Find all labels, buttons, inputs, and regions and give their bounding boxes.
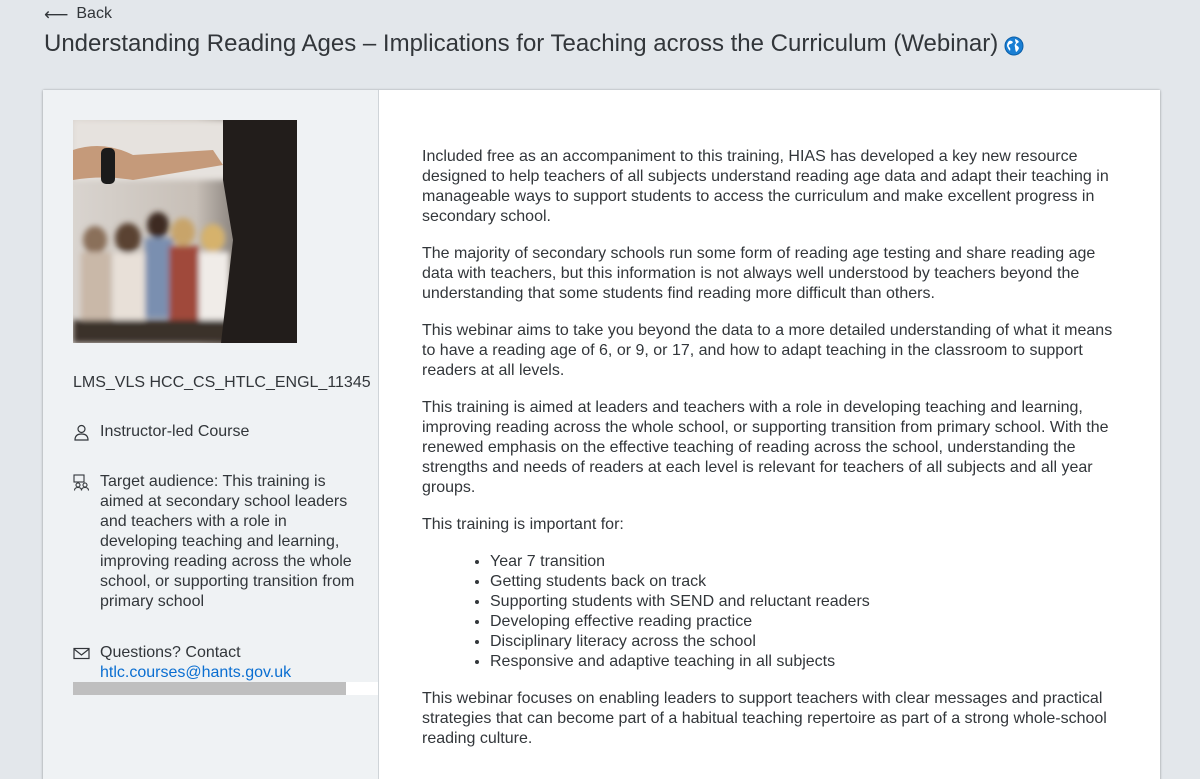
back-label: Back	[76, 5, 112, 22]
course-image	[73, 120, 297, 343]
importance-list	[490, 552, 1122, 672]
list-item: • Year 7 transition	[490, 552, 1122, 572]
panel-divider	[378, 90, 379, 779]
target-audience-row	[73, 472, 358, 612]
course-description	[422, 147, 1122, 766]
course-type-row	[73, 422, 363, 442]
audience-icon	[73, 474, 90, 491]
description-paragraph: The majority of secondary schools run some form of reading age testing and share reading age data with teachers, but this information is not always well understood by teachers beyond the understanding that some students find reading more difficult than others.	[422, 245, 1096, 302]
course-sidebar	[43, 90, 378, 779]
course-card	[43, 90, 1160, 779]
envelope-icon	[73, 645, 90, 662]
course-type-label: Instructor-led Course	[100, 423, 250, 440]
closing-paragraph: This webinar focuses on enabling leaders to support teachers with clear messages and practical strategies that can become part of a habitual teaching repertoire as part of a strong whole-school reading culture.	[422, 690, 1107, 747]
description-paragraph: This webinar aims to take you beyond the data to a more detailed understanding of what it means to have a reading age of 6, or 9, or 17, and how to adapt teaching in the classroom to support readers at all levels.	[422, 322, 1113, 379]
list-item: • Supporting students with SEND and reluctant readers	[490, 592, 1122, 612]
list-item: • Disciplinary literacy across the school	[490, 632, 1122, 652]
scrollbar-track-end	[346, 682, 378, 695]
target-audience-text: Target audience: This training is aimed at secondary school leaders and teachers with a role in developing teaching and learning, improving reading across the whole school, or supporting transition from primary school	[100, 473, 355, 610]
description-paragraph: This training is aimed at leaders and teachers with a role in developing teaching and learning, improving reading across the whole school, or supporting transition from primary school. With the renewed emphasis on the effective teaching of reading across the school, understanding the strengths and needs of readers at each level is relevant for teachers of all subjects and all year groups.	[422, 399, 1109, 496]
globe-icon	[1004, 36, 1024, 56]
horizontal-scrollbar[interactable]	[73, 682, 346, 695]
contact-email-link[interactable]: htlc.courses@hants.gov.uk	[100, 664, 292, 681]
presenter-audience-photo	[73, 120, 297, 343]
back-button[interactable]	[44, 5, 112, 23]
contact-row	[73, 643, 363, 683]
person-icon	[73, 424, 90, 441]
course-id: LMS_VLS HCC_CS_HTLC_ENGL_11345	[73, 374, 371, 391]
list-item: • Getting students back on track	[490, 572, 1122, 592]
page-title	[44, 30, 1024, 58]
description-paragraph: This training is important for:	[422, 516, 624, 533]
description-paragraph: Included free as an accompaniment to this training, HIAS has developed a key new resource designed to help teachers of all subjects understand reading age data and adapt their teaching in manageable ways to support students to access the curriculum and make excellent progress in secondary school.	[422, 148, 1109, 225]
contact-label: Questions? Contact	[100, 644, 241, 661]
list-item: • Developing effective reading practice	[490, 612, 1122, 632]
page-title-text: Understanding Reading Ages – Implications for Teaching across the Curriculum (Webinar)	[44, 30, 999, 57]
arrow-left-icon: ⟵	[44, 4, 69, 24]
list-item: • Responsive and adaptive teaching in all subjects	[490, 652, 1122, 672]
contact-block	[100, 643, 291, 683]
